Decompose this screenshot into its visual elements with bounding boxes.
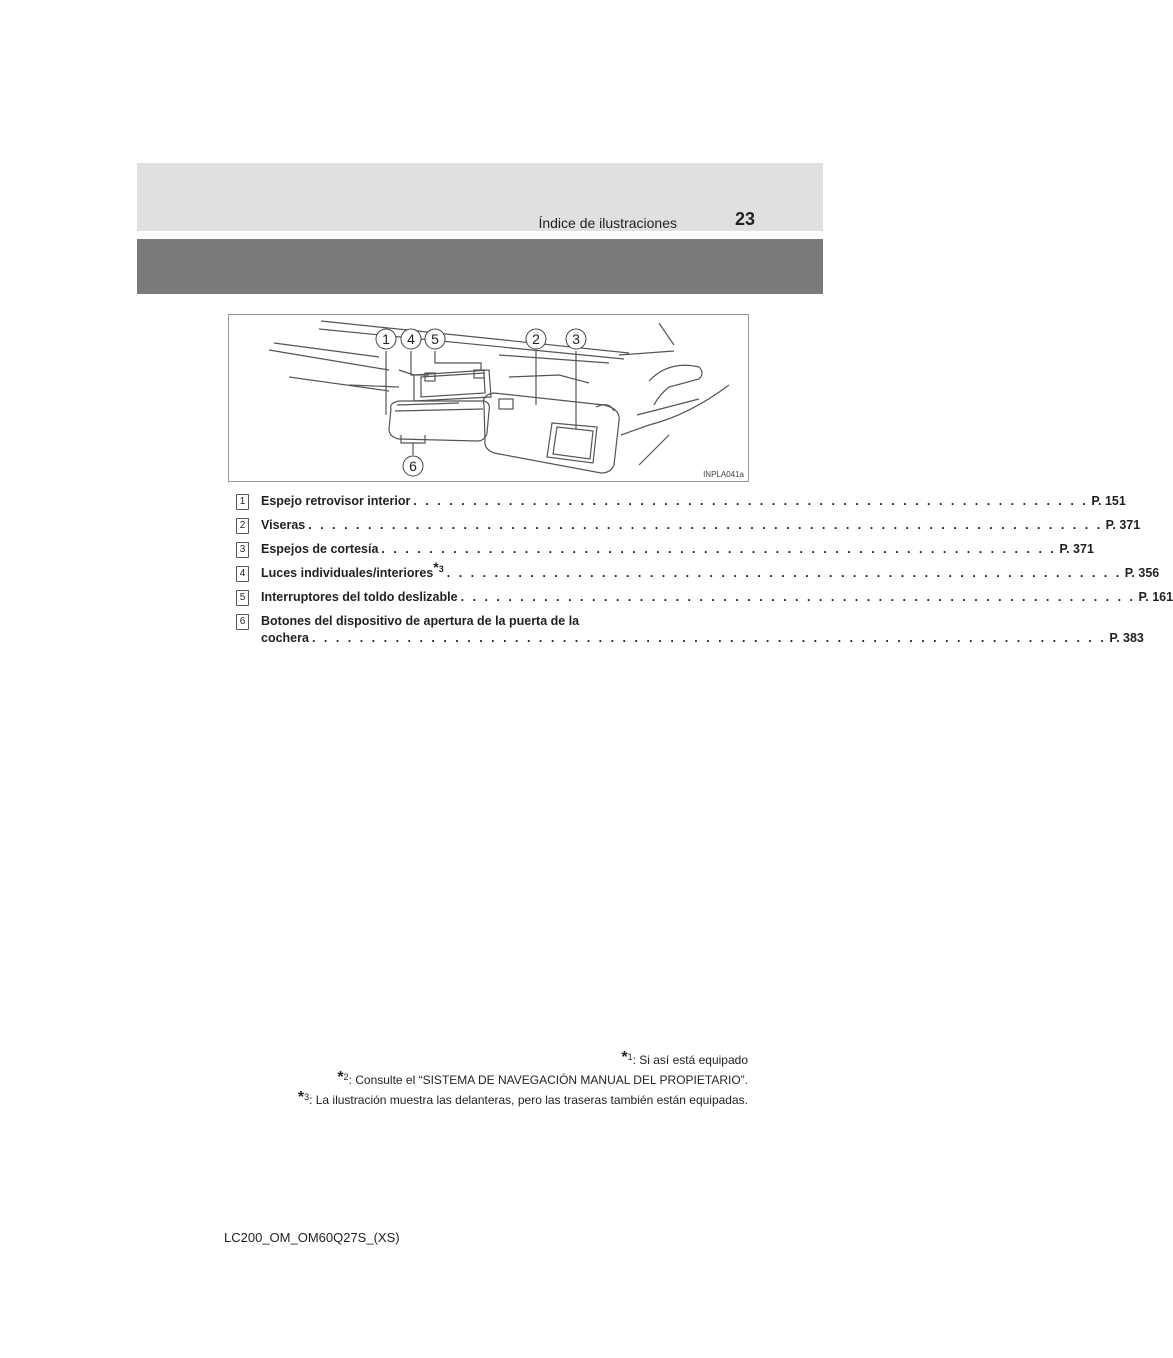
page-ref-link[interactable]: P. 356 <box>1124 566 1160 580</box>
legend-item[interactable] <box>236 493 1126 510</box>
item-number: 6 <box>236 614 249 630</box>
item-number: 4 <box>236 566 249 582</box>
item-number: 5 <box>236 590 249 606</box>
page-ref-link[interactable]: P. 161 <box>1138 590 1173 604</box>
item-number: 3 <box>236 542 249 558</box>
illustration-code: INPLA041a <box>703 470 744 479</box>
item-label-line1: Botones del dispositivo de apertura de la puerta de la <box>261 614 580 628</box>
item-label: Viseras <box>261 518 306 532</box>
legend-item[interactable] <box>236 589 1173 606</box>
dot-leader: . . . . . . . . . . . . . . . . . . . . . . . . . . . . . . . . . . . . . . . . . . . . . . . . . . . . . . . . . . . . . . . . . . . <box>308 518 1103 532</box>
document-code: LC200_OM_OM60Q27S_(XS) <box>224 1230 400 1245</box>
item-label: Espejo retrovisor interior <box>261 494 411 508</box>
footnote: *$^2$: Consulte el “SISTEMA DE NAVEGACIÓN MANUAL DEL PROPIETARIO”. <box>337 1069 748 1087</box>
legend-item[interactable] <box>236 541 1094 558</box>
legend-list <box>236 493 1173 654</box>
footnote: *$^3$: La ilustración muestra las delanteras, pero las traseras también están equipadas. <box>297 1089 748 1107</box>
item-label: Interruptores del toldo deslizable <box>261 590 458 604</box>
legend-item[interactable] <box>236 613 1144 647</box>
header-band <box>137 163 823 231</box>
legend-item[interactable] <box>236 558 1160 582</box>
dot-leader: . . . . . . . . . . . . . . . . . . . . . . . . . . . . . . . . . . . . . . . . . . . . . . . . . . . . . . . . . <box>381 542 1057 556</box>
page-number: 23 <box>735 209 756 229</box>
dot-leader: . . . . . . . . . . . . . . . . . . . . . . . . . . . . . . . . . . . . . . . . . . . . . . . . . . . . . . . . . . . . . . . . . . . <box>311 631 1107 645</box>
callout-label: 3 <box>572 331 580 347</box>
footnotes <box>298 1050 748 1110</box>
page-ref-link[interactable]: P. 371 <box>1105 518 1141 532</box>
page-ref-link[interactable]: P. 151 <box>1091 494 1126 508</box>
page-ref-link[interactable]: P. 371 <box>1059 542 1094 556</box>
dot-leader: . . . . . . . . . . . . . . . . . . . . . . . . . . . . . . . . . . . . . . . . . . . . . . . . . . . . . . . . . <box>460 590 1136 604</box>
callout-label: 5 <box>431 331 439 347</box>
legend-item[interactable] <box>236 517 1141 534</box>
footnote: *$^1$: Si así está equipado <box>621 1049 748 1067</box>
line-drawing <box>229 315 748 481</box>
callout-label: 6 <box>409 458 417 474</box>
dot-leader: . . . . . . . . . . . . . . . . . . . . . . . . . . . . . . . . . . . . . . . . . . . . . . . . . . . . . . . . . <box>446 566 1122 580</box>
dot-leader: . . . . . . . . . . . . . . . . . . . . . . . . . . . . . . . . . . . . . . . . . . . . . . . . . . . . . . . . . <box>413 494 1089 508</box>
item-number: 1 <box>236 494 249 510</box>
callout-label: 2 <box>532 331 540 347</box>
item-label: Espejos de cortesía <box>261 542 379 556</box>
callout-label: 4 <box>407 331 415 347</box>
callout-label: 1 <box>382 331 390 347</box>
page-ref-link[interactable]: P. 383 <box>1109 631 1144 645</box>
item-number: 2 <box>236 518 249 534</box>
item-label: cochera <box>261 631 309 645</box>
overhead-console-illustration <box>228 314 749 482</box>
item-label: Luces individuales/interiores$^{*3}$ <box>261 558 444 580</box>
title-bar <box>137 239 823 294</box>
footnote-ref: 3 <box>438 563 444 574</box>
section-title: Índice de ilustraciones <box>538 215 677 231</box>
